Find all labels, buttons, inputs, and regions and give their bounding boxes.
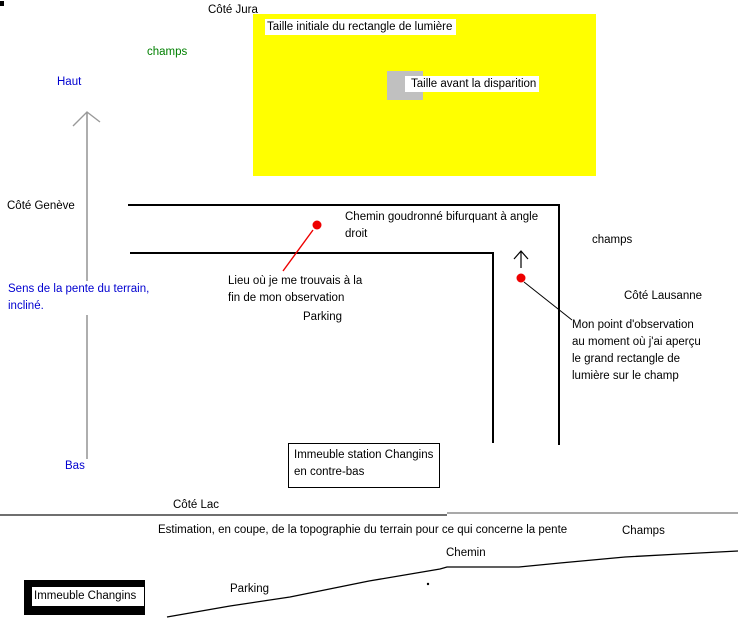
initial-observation-dot <box>517 274 526 283</box>
label-sens-pente <box>8 281 149 315</box>
label-point-observation-line1: Mon point d'observation <box>572 319 694 331</box>
label-point-observation <box>572 317 701 385</box>
label-chemin-goudronne <box>345 209 538 243</box>
label-champs-section: Champs <box>622 525 665 537</box>
initial-observation-leader <box>524 282 572 320</box>
label-lieu-line1: Lieu où je me trouvais à la <box>228 275 363 287</box>
label-lieu-line2: fin de mon observation <box>228 292 345 304</box>
label-sens-pente-line1: Sens de la pente du terrain, <box>8 283 150 295</box>
label-cote-lausanne: Côté Lausanne <box>624 290 703 302</box>
label-size-before-disappearance: Taille avant la disparition <box>405 76 539 92</box>
end-observation-leader <box>283 230 313 271</box>
label-cote-jura: Côté Jura <box>208 4 258 16</box>
label-point-observation-line3: le grand rectangle de <box>572 353 681 365</box>
label-chemin-goudronne-line2: droit <box>345 228 368 240</box>
label-haut: Haut <box>57 76 82 88</box>
label-parking-map: Parking <box>303 311 342 323</box>
immeuble-changins-label: Immeuble Changins <box>32 587 144 606</box>
label-champs-right: champs <box>592 234 633 246</box>
label-chemin-section: Chemin <box>446 547 486 559</box>
station-changins-box <box>288 443 440 488</box>
label-bas: Bas <box>65 460 85 472</box>
section-title: Estimation, en coupe, de la topographie du terrain pour ce qui concerne la pente <box>158 524 568 536</box>
label-champs-left: champs <box>147 46 188 58</box>
end-observation-dot <box>313 221 322 230</box>
label-point-observation-line2: au moment où j'ai aperçu <box>572 336 701 348</box>
profile-stray-dot <box>427 583 429 585</box>
label-sens-pente-line2: incliné. <box>8 300 44 312</box>
label-lieu-fin-observation <box>228 273 362 307</box>
label-parking-section: Parking <box>230 583 269 595</box>
label-point-observation-line4: lumière sur le champ <box>572 370 679 382</box>
label-initial-rectangle-size: Taille initiale du rectangle de lumière <box>265 19 456 35</box>
label-chemin-goudronne-line1: Chemin goudronné bifurquant à angle <box>345 211 539 223</box>
station-changins-line2: en contre-bas <box>294 466 365 478</box>
station-changins-line1: Immeuble station Changins <box>294 449 434 461</box>
label-cote-lac: Côté Lac <box>173 499 220 511</box>
label-cote-geneve: Côté Genève <box>7 200 75 212</box>
corner-mark <box>0 1 4 6</box>
